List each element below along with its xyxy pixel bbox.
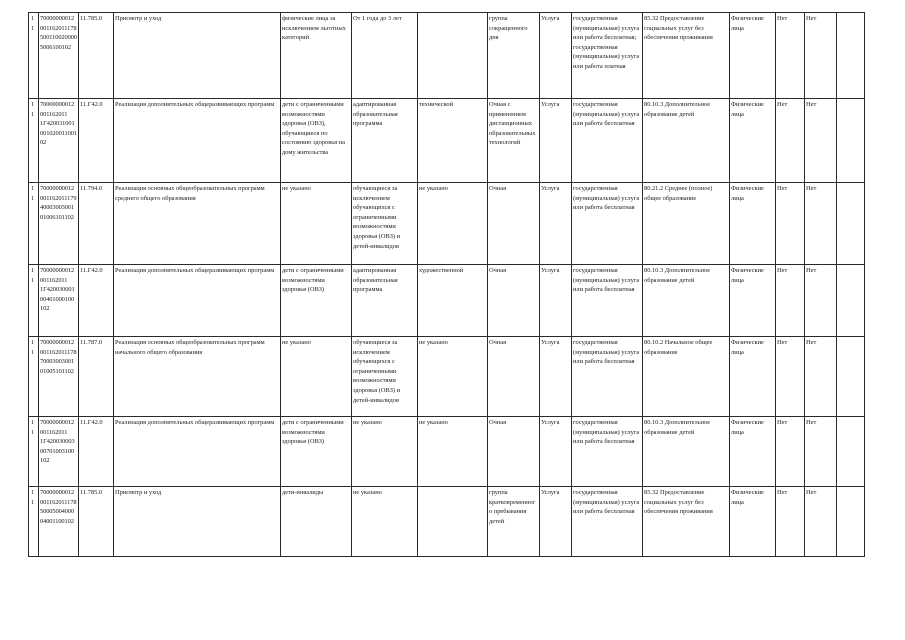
type-cell: Услуга <box>540 487 572 557</box>
classifier-cell: 80.10.2 Начальное общее образование <box>643 337 730 417</box>
type-cell: Услуга <box>540 183 572 265</box>
row-number-cell: 11 <box>29 99 39 183</box>
empty-cell <box>837 417 865 487</box>
empty-cell <box>837 13 865 99</box>
type-cell: Услуга <box>540 417 572 487</box>
age-program-cell: адаптированная образовательная программа <box>352 265 418 337</box>
flag-1-cell: Нет <box>776 337 805 417</box>
row-number-cell: 11 <box>29 265 39 337</box>
consumer-category-cell: дети с ограниченными возможностями здоровья (ОВЗ), обучающиеся по состоянию здоровья на дому жительства <box>281 99 352 183</box>
service-code-cell: 11.787.0 <box>79 337 114 417</box>
row-number-cell: 11 <box>29 417 39 487</box>
orientation-cell <box>418 13 488 99</box>
empty-cell <box>837 265 865 337</box>
flag-1-cell: Нет <box>776 487 805 557</box>
row-number-cell: 11 <box>29 183 39 265</box>
services-table <box>28 12 865 557</box>
classifier-cell: 80.10.3 Дополнительное образование детей <box>643 99 730 183</box>
service-code-cell: 11.Г42.0 <box>79 417 114 487</box>
orientation-cell: не указано <box>418 337 488 417</box>
registry-code-cell: 700000000120011620111794000300300101006101102 <box>39 183 79 265</box>
flag-2-cell: Нет <box>805 183 837 265</box>
age-program-cell: обучающиеся за исключением обучающихся с ограниченными возможностями здоровья (ОВЗ) и детей-инвалидов <box>352 337 418 417</box>
row-number-cell: 11 <box>29 337 39 417</box>
flag-1-cell: Нет <box>776 13 805 99</box>
classifier-cell: 85.32 Предоставление социальных услуг без обеспечения проживания <box>643 487 730 557</box>
empty-cell <box>837 337 865 417</box>
flag-1-cell: Нет <box>776 417 805 487</box>
empty-cell <box>837 487 865 557</box>
service-name-cell: Реализация дополнительных общеразвивающих программ <box>114 99 281 183</box>
flag-2-cell: Нет <box>805 99 837 183</box>
payment-type-cell: государственная (муниципальная) услуга или работа бесплатная <box>572 417 643 487</box>
service-name-cell: Реализация дополнительных общеразвивающих программ <box>114 265 281 337</box>
consumers-cell: Физические лица <box>730 13 776 99</box>
registry-code-cell: 70000000012001162011 1Г42003000100401000100102 <box>39 265 79 337</box>
flag-2-cell: Нет <box>805 265 837 337</box>
flag-1-cell: Нет <box>776 99 805 183</box>
orientation-cell: художественной <box>418 265 488 337</box>
table-row <box>29 99 865 183</box>
registry-code-cell: 70000000012001162011 1Г42003000300701003100102 <box>39 417 79 487</box>
classifier-cell: 80.21.2 Среднее (полное) общее образование <box>643 183 730 265</box>
flag-1-cell: Нет <box>776 265 805 337</box>
registry-code-cell: 700000000120011620111787000300300101005101102 <box>39 337 79 417</box>
registry-code-cell: 70000000012001162011 1Г42003100100102001100102 <box>39 99 79 183</box>
orientation-cell: не указано <box>418 417 488 487</box>
service-name-cell: Реализация основных общеобразовательных программ среднего общего образования <box>114 183 281 265</box>
age-program-cell: адаптированная образовательная программа <box>352 99 418 183</box>
service-code-cell: 11.Г42.0 <box>79 265 114 337</box>
consumers-cell: Физические лица <box>730 487 776 557</box>
table-row <box>29 265 865 337</box>
consumers-cell: Физические лица <box>730 417 776 487</box>
education-form-cell: Очная <box>488 265 540 337</box>
type-cell: Услуга <box>540 99 572 183</box>
service-code-cell: 11.785.0 <box>79 487 114 557</box>
orientation-cell: технической <box>418 99 488 183</box>
education-form-cell: Очная с применением дистанционных образовательных технологий <box>488 99 540 183</box>
age-program-cell: обучающиеся за исключением обучающихся с ограниченными возможностями здоровья (ОВЗ) и детей-инвалидов <box>352 183 418 265</box>
row-number-cell: 11 <box>29 487 39 557</box>
age-program-cell: не указано <box>352 417 418 487</box>
consumer-category-cell: дети с ограниченными возможностями здоровья (ОВЗ) <box>281 417 352 487</box>
education-form-cell: группа кратковременного пребывания детей <box>488 487 540 557</box>
orientation-cell: не указано <box>418 183 488 265</box>
service-code-cell: 11.794.0 <box>79 183 114 265</box>
orientation-cell <box>418 487 488 557</box>
flag-2-cell: Нет <box>805 337 837 417</box>
type-cell: Услуга <box>540 13 572 99</box>
flag-2-cell: Нет <box>805 13 837 99</box>
service-code-cell: 11.785.0 <box>79 13 114 99</box>
type-cell: Услуга <box>540 337 572 417</box>
table-row <box>29 13 865 99</box>
type-cell: Услуга <box>540 265 572 337</box>
consumers-cell: Физические лица <box>730 337 776 417</box>
service-name-cell: Реализация основных общеобразовательных программ начального общего образования <box>114 337 281 417</box>
payment-type-cell: государственная (муниципальная) услуга или работа бесплатная <box>572 183 643 265</box>
service-name-cell: Присмотр и уход <box>114 487 281 557</box>
consumers-cell: Физические лица <box>730 265 776 337</box>
payment-type-cell: государственная (муниципальная) услуга или работа бесплатная <box>572 99 643 183</box>
consumers-cell: Физические лица <box>730 183 776 265</box>
payment-type-cell: государственная (муниципальная) услуга или работа бесплатная <box>572 337 643 417</box>
registry-code-cell: 700000000120011620111785000500400004001100102 <box>39 487 79 557</box>
education-form-cell: Очная <box>488 183 540 265</box>
payment-type-cell: государственная (муниципальная) услуга или работа бесплатная <box>572 487 643 557</box>
classifier-cell: 80.10.3 Дополнительное образование детей <box>643 265 730 337</box>
education-form-cell: Очная <box>488 417 540 487</box>
flag-1-cell: Нет <box>776 183 805 265</box>
education-form-cell: группа сокращенного дня <box>488 13 540 99</box>
row-number-cell: 11 <box>29 13 39 99</box>
empty-cell <box>837 183 865 265</box>
education-form-cell: Очная <box>488 337 540 417</box>
table-row <box>29 337 865 417</box>
flag-2-cell: Нет <box>805 487 837 557</box>
service-name-cell: Реализация дополнительных общеразвивающих программ <box>114 417 281 487</box>
consumer-category-cell: дети-инвалиды <box>281 487 352 557</box>
empty-cell <box>837 99 865 183</box>
table-row <box>29 417 865 487</box>
consumer-category-cell: физические лица за исключением льготных категорий <box>281 13 352 99</box>
consumers-cell: Физические лица <box>730 99 776 183</box>
consumer-category-cell: не указано <box>281 183 352 265</box>
table-row <box>29 183 865 265</box>
registry-code-cell: 700000000120011620111785001100200005006100102 <box>39 13 79 99</box>
consumer-category-cell: дети с ограниченными возможностями здоровья (ОВЗ) <box>281 265 352 337</box>
payment-type-cell: государственная (муниципальная) услуга или работа бесплатная; государственная (муниципальная) услуга или работа платная <box>572 13 643 99</box>
service-code-cell: 11.Г42.0 <box>79 99 114 183</box>
table-row <box>29 487 865 557</box>
age-program-cell: От 1 года до 3 лет <box>352 13 418 99</box>
consumer-category-cell: не указано <box>281 337 352 417</box>
flag-2-cell: Нет <box>805 417 837 487</box>
classifier-cell: 80.10.3 Дополнительное образование детей <box>643 417 730 487</box>
age-program-cell: не указано <box>352 487 418 557</box>
service-name-cell: Присмотр и уход <box>114 13 281 99</box>
classifier-cell: 85.32 Предоставление социальных услуг без обеспечения проживания <box>643 13 730 99</box>
payment-type-cell: государственная (муниципальная) услуга или работа бесплатная <box>572 265 643 337</box>
